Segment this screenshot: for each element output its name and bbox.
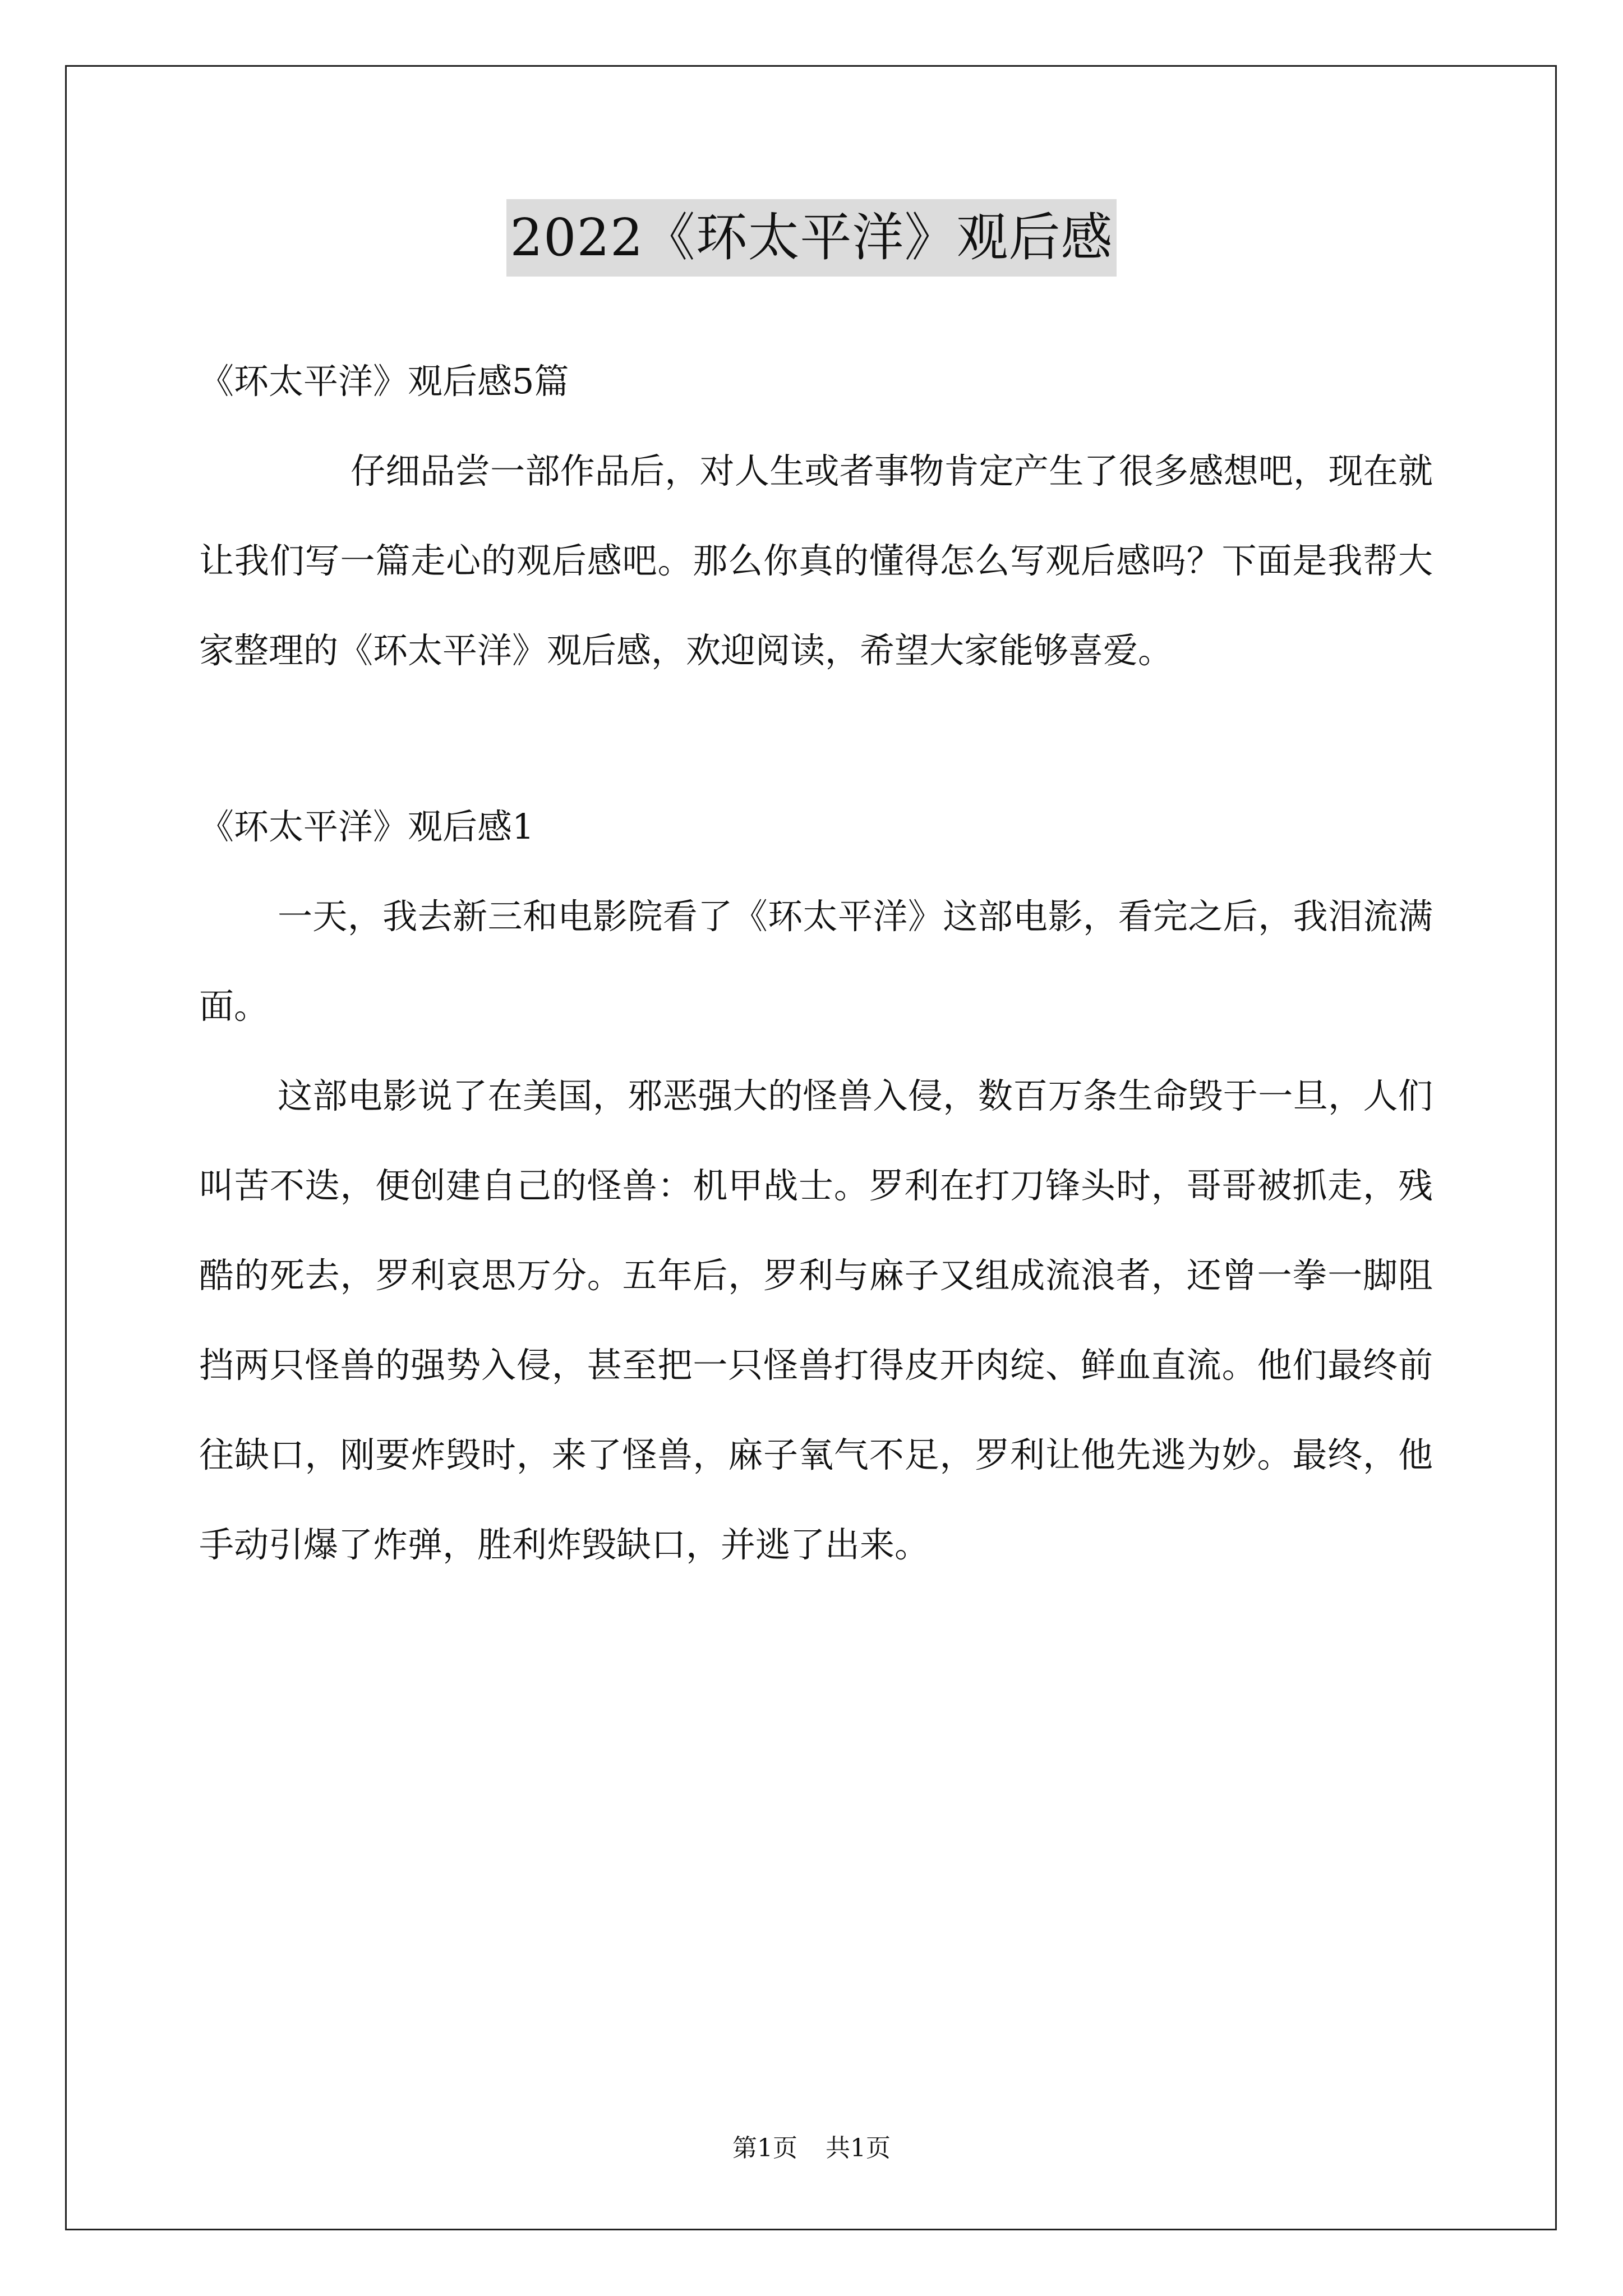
body-paragraph-2: 这部电影说了在美国，邪恶强大的怪兽入侵，数百万条生命毁于一旦，人们叫苦不迭，便创建自己的怪兽：机甲战士。罗利在打刀锋头时，哥哥被抓走，残酷的死去，罗利哀思万分。五年后，罗利与麻子又组成流浪者，还曾一拳一脚阻挡两只怪兽的强势入侵，甚至把一只怪兽打得皮开肉绽、鲜血直流。他们最终前往缺口，刚要炸毁时，来了怪兽，麻子氧气不足，罗利让他先逃为妙。最终，他手动引爆了炸弹，胜利炸毁缺口，并逃了出来。 xyxy=(199,1075,1433,1565)
document-title: 2022《环太平洋》观后感 xyxy=(506,199,1116,277)
intro-paragraph: 仔细品尝一部作品后，对人生或者事物肯定产生了很多感想吧，现在就让我们写一篇走心的观后感吧。那么你真的懂得怎么写观后感吗？下面是我帮大家整理的《环太平洋》观后感，欢迎阅读，希望大家能够喜爱。 xyxy=(199,450,1433,671)
document-body xyxy=(199,337,1433,1590)
section-heading: 《环太平洋》观后感1 xyxy=(199,806,534,847)
page-footer xyxy=(0,2132,1623,2165)
body-paragraph-1: 一天，我去新三和电影院看了《环太平洋》这部电影，看完之后，我泪流满面。 xyxy=(199,896,1433,1027)
title-container xyxy=(0,199,1623,277)
document-subtitle: 《环太平洋》观后感5篇 xyxy=(199,361,569,402)
page-number-total: 共1页 xyxy=(826,2134,891,2162)
page-number-current: 第1页 xyxy=(732,2134,797,2162)
